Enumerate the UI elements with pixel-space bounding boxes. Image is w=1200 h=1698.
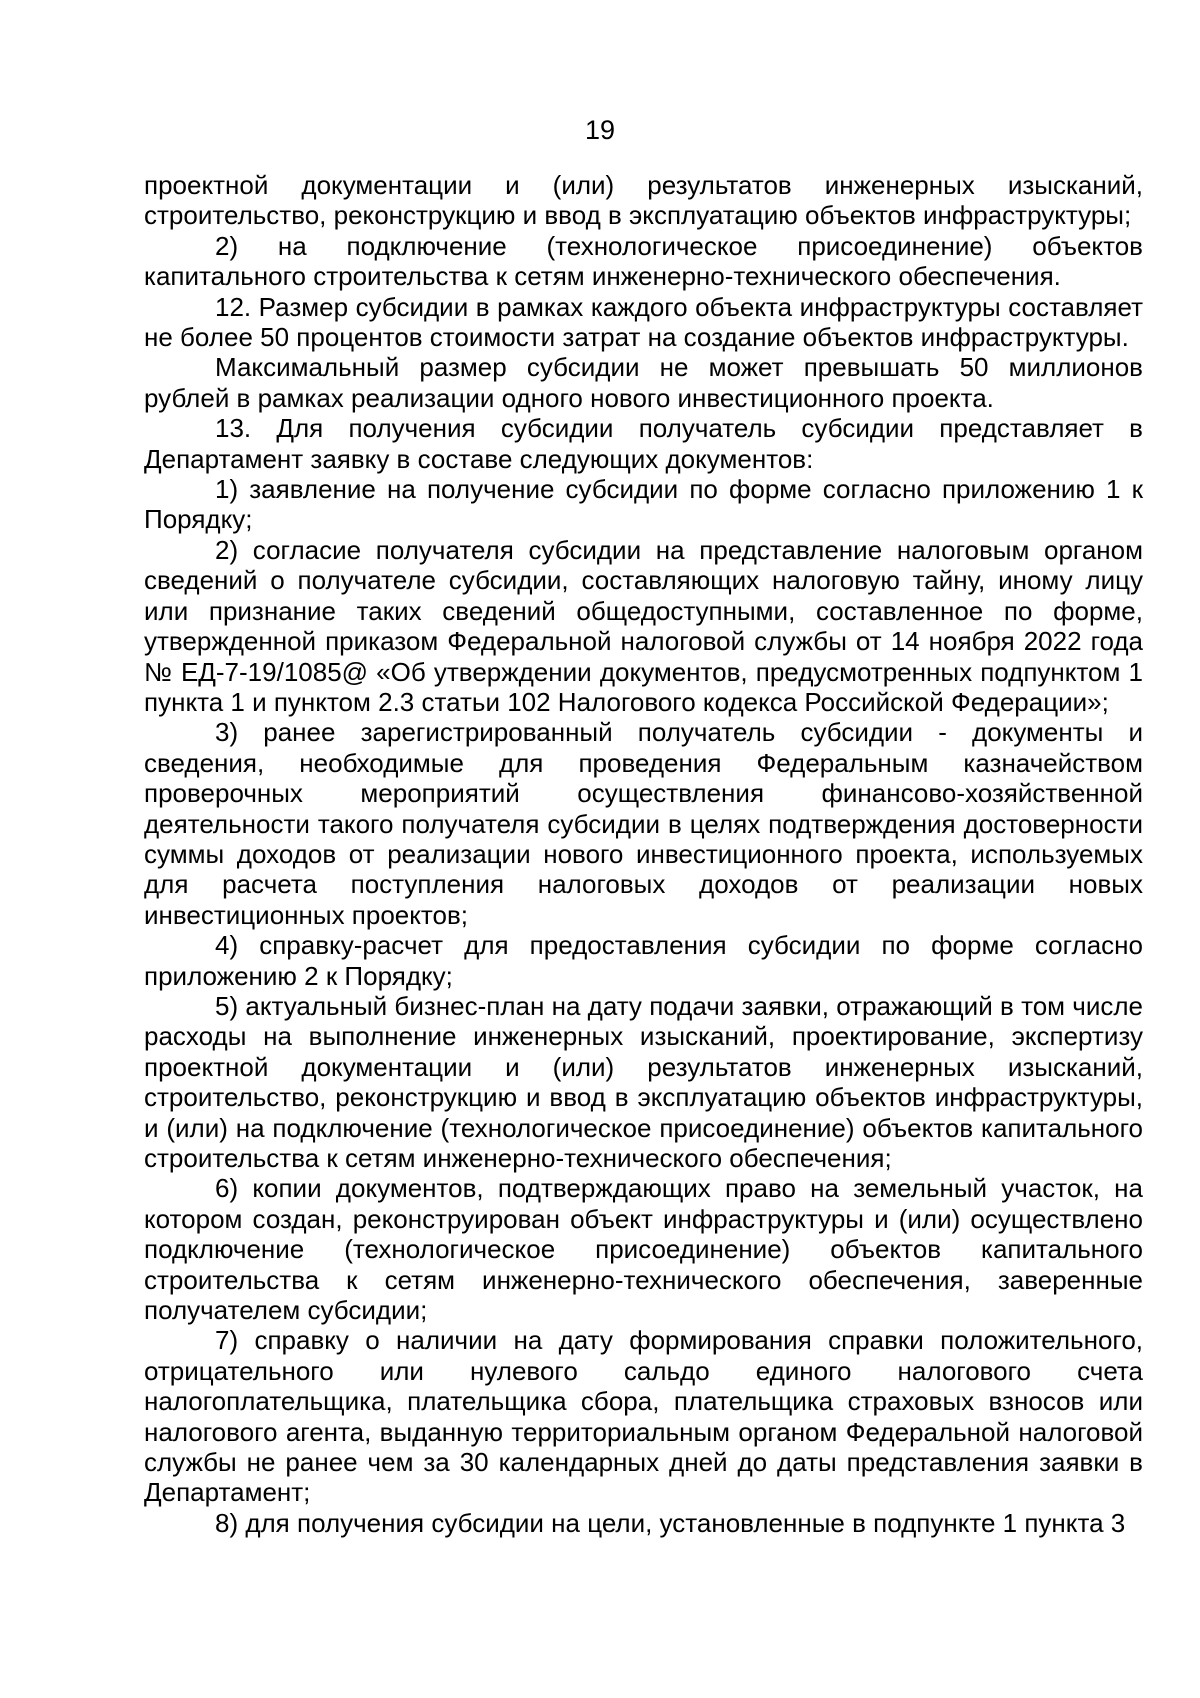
paragraph: 13. Для получения субсидии получатель субсидии представляет в Департамент заявку в составе следующих документов: bbox=[144, 413, 1143, 474]
paragraph: 3) ранее зарегистрированный получатель субсидии - документы и сведения, необходимые для проведения Федеральным казначейством проверочных мероприятий осуществления финансово-хозяйственной деятельности такого получателя субсидии в целях подтверждения достоверности суммы доходов от реализации нового инвестиционного проекта, используемых для расчета поступления налоговых доходов от реализации новых инвестиционных проектов; bbox=[144, 717, 1143, 930]
document-body bbox=[144, 170, 1143, 1538]
paragraph: 6) копии документов, подтверждающих право на земельный участок, на котором создан, реконструирован объект инфраструктуры и (или) осуществлено подключение (технологическое присоединение) объектов капитального строительства к сетям инженерно-технического обеспечения, заверенные получателем субсидии; bbox=[144, 1173, 1143, 1326]
paragraph: 12. Размер субсидии в рамках каждого объекта инфраструктуры составляет не более 50 процентов стоимости затрат на создание объектов инфраструктуры. bbox=[144, 291, 1143, 353]
paragraph: проектной документации и (или) результатов инженерных изысканий, строительство, реконструкцию и ввод в эксплуатацию объектов инфраструктуры; bbox=[144, 170, 1143, 231]
paragraph: 1) заявление на получение субсидии по форме согласно приложению 1 к Порядку; bbox=[144, 474, 1143, 535]
paragraph: 5) актуальный бизнес-план на дату подачи заявки, отражающий в том числе расходы на выполнение инженерных изысканий, проектирование, экспертизу проектной документации и (или) результатов инженерных изысканий, строительство, реконструкцию и ввод в эксплуатацию объектов инфраструктуры, и (или) на подключение (технологическое присоединение) объектов капитального строительства к сетям инженерно-технического обеспечения; bbox=[144, 990, 1143, 1173]
paragraph: 2) на подключение (технологическое присоединение) объектов капитального строительства к сетям инженерно-технического обеспечения. bbox=[144, 230, 1143, 292]
paragraph: 8) для получения субсидии на цели, установленные в подпункте 1 пункта 3 bbox=[215, 1507, 1126, 1538]
paragraph: Максимальный размер субсидии не может превышать 50 миллионов рублей в рамках реализации одного нового инвестиционного проекта. bbox=[144, 352, 1143, 413]
paragraph: 7) справку о наличии на дату формирования справки положительного, отрицательного или нулевого сальдо единого налогового счета налогоплательщика, плательщика сбора, плательщика страховых взносов или налогового агента, выданную территориальным органом Федеральной налоговой службы не ранее чем за 30 календарных дней до даты представления заявки в Департамент; bbox=[144, 1325, 1143, 1508]
paragraph: 2) согласие получателя субсидии на представление налоговым органом сведений о получателе субсидии, составляющих налоговую тайну, иному лицу или признание таких сведений общедоступными, составленное по форме, утвержденной приказом Федеральной налоговой службы от 14 ноября 2022 года № ЕД-7-19/1085@ «Об утверждении документов, предусмотренных подпунктом 1 пункта 1 и пунктом 2.3 статьи 102 Налогового кодекса Российской Федерации»; bbox=[144, 534, 1143, 717]
page-number: 19 bbox=[584, 115, 616, 145]
paragraph: 4) справку-расчет для предоставления субсидии по форме согласно приложению 2 к Порядку; bbox=[144, 930, 1143, 991]
